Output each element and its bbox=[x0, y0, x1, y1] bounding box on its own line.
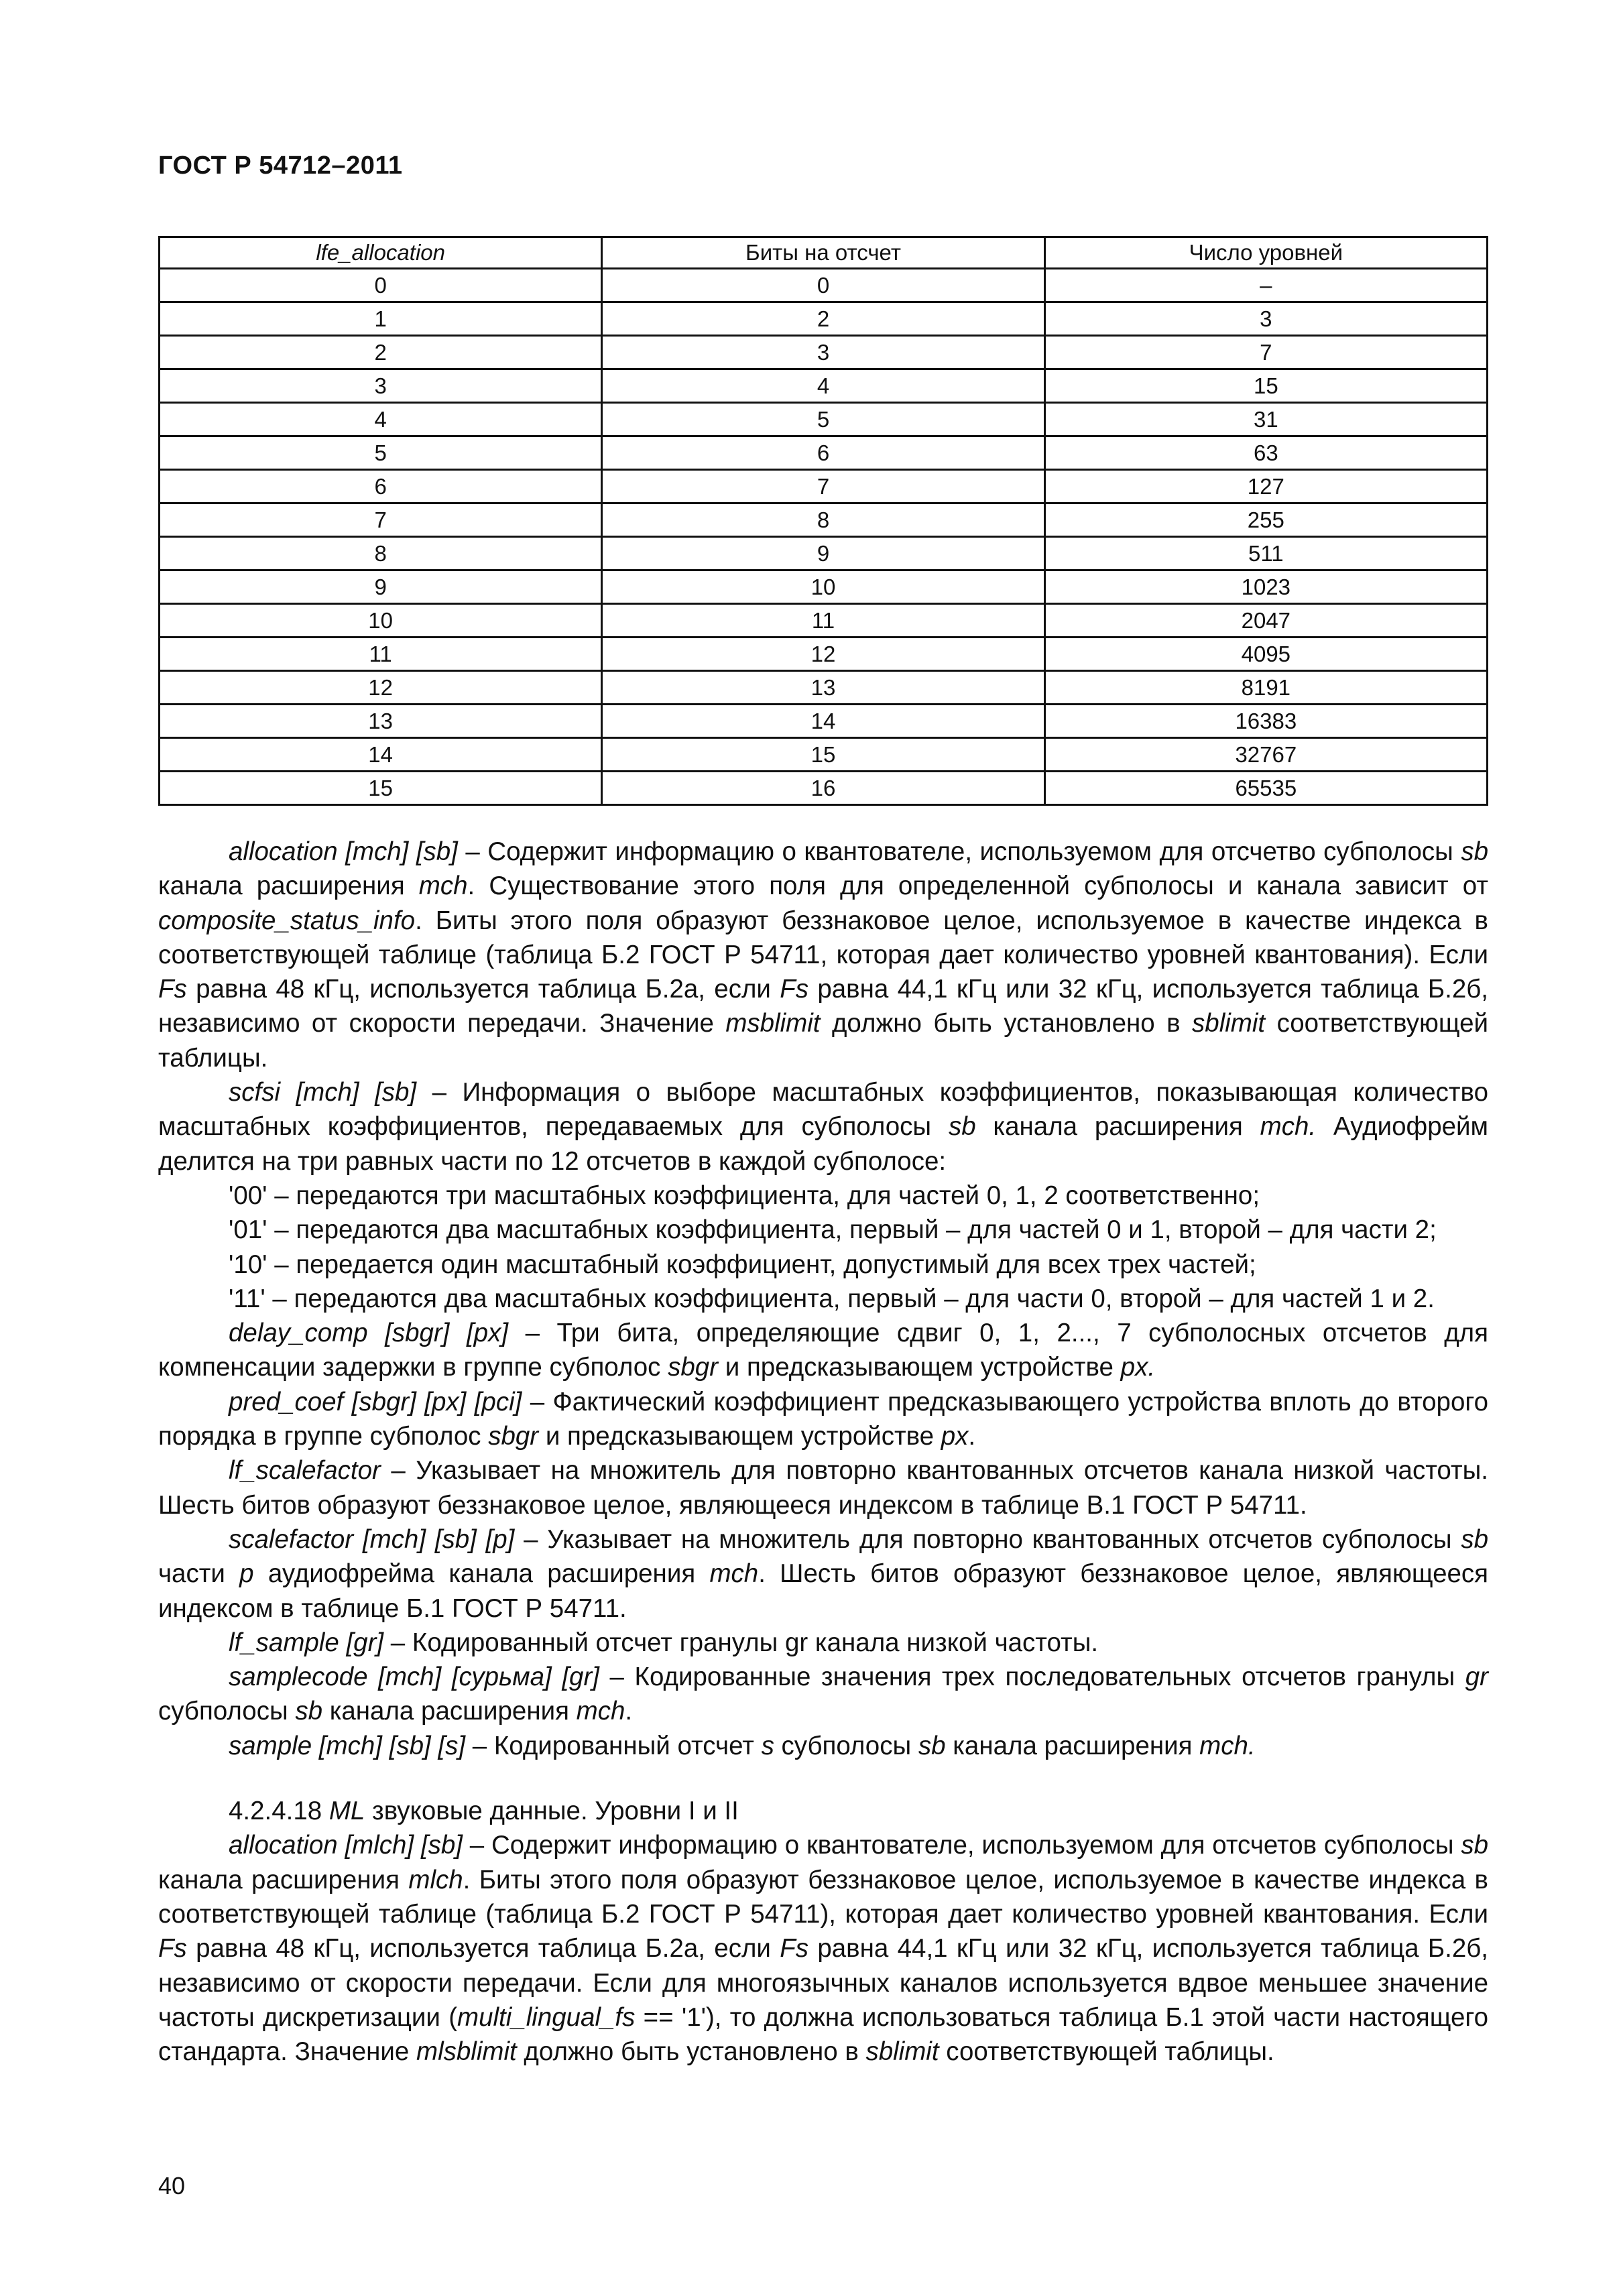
italic-term: composite_status_info bbox=[158, 906, 416, 935]
paragraph bbox=[158, 1316, 1488, 1385]
table-row bbox=[160, 537, 1488, 570]
table-cell: 4 bbox=[602, 369, 1044, 403]
italic-term: sb bbox=[1461, 837, 1488, 866]
text-run: – Указывает на множитель для повторно квантованных отсчетов канала низкой частоты. Шесть битов образуют беззнаковое целое, являющееся индексом в таблице В.1 ГОСТ Р 54711. bbox=[158, 1456, 1488, 1520]
italic-term: mch. bbox=[1260, 1112, 1317, 1142]
italic-term: multi_lingual_fs bbox=[457, 2002, 636, 2032]
table-cell: 16383 bbox=[1044, 705, 1487, 738]
italic-term: lf_sample [gr] bbox=[229, 1628, 384, 1657]
table-row bbox=[160, 470, 1488, 503]
table-body bbox=[160, 269, 1488, 805]
italic-term: sblimit bbox=[1192, 1009, 1266, 1038]
italic-term: Fs bbox=[780, 1934, 809, 1963]
table-row bbox=[160, 403, 1488, 436]
table-cell: 11 bbox=[160, 638, 602, 671]
text-run: . Биты этого поля образуют беззнаковое целое, используемое в качестве индекса в соответствующей таблице (таблица Б.2 ГОСТ Р 54711, которая дает количество уровней квантования). Если bbox=[158, 906, 1488, 969]
italic-term: scfsi [mch] [sb] bbox=[229, 1078, 417, 1107]
italic-term: sbgr bbox=[668, 1353, 719, 1382]
paragraph bbox=[158, 1385, 1488, 1454]
list-item bbox=[158, 1179, 1488, 1213]
italic-term: sblimit bbox=[865, 2037, 939, 2067]
italic-term: p bbox=[239, 1559, 254, 1589]
table-cell: 3 bbox=[1044, 302, 1487, 336]
text-run: – Информация о выборе масштабных коэффициентов, показывающая количество масштабных коэффициентов, передаваемых для субполосы bbox=[158, 1078, 1488, 1142]
table-cell: 6 bbox=[602, 436, 1044, 470]
italic-term: Fs bbox=[780, 975, 809, 1004]
table-cell: 63 bbox=[1044, 436, 1487, 470]
text-run: == '1'), то должна использоваться таблица Б.1 этой части настоящего стандарта. Значение bbox=[158, 2002, 1488, 2067]
table-cell: 7 bbox=[1044, 336, 1487, 369]
table-cell: 15 bbox=[1044, 369, 1487, 403]
table-cell: 31 bbox=[1044, 403, 1487, 436]
text-run: . bbox=[625, 1697, 633, 1726]
table-cell: 2 bbox=[160, 336, 602, 369]
table-cell: 127 bbox=[1044, 470, 1487, 503]
table-cell: 12 bbox=[160, 671, 602, 705]
text-run: . Шесть битов образуют беззнаковое целое, являющееся индексом в таблице Б.1 ГОСТ Р 54711. bbox=[158, 1559, 1488, 1623]
italic-term: mch. bbox=[1199, 1731, 1256, 1760]
text-run: равна 48 кГц, используется таблица Б.2а, если bbox=[186, 1934, 780, 1963]
table-row bbox=[160, 638, 1488, 671]
table-cell: 5 bbox=[602, 403, 1044, 436]
italic-term: sample [mch] [sb] [s] bbox=[229, 1731, 466, 1760]
list-item bbox=[158, 1248, 1488, 1282]
table-cell: 7 bbox=[160, 503, 602, 537]
text-run: звуковые данные. Уровни I и II bbox=[365, 1797, 739, 1826]
italic-term: sb bbox=[918, 1731, 946, 1760]
italic-term: sbgr bbox=[488, 1422, 539, 1451]
document-id: ГОСТ Р 54712–2011 bbox=[158, 152, 403, 180]
table-cell: 0 bbox=[160, 269, 602, 302]
italic-term: Fs bbox=[158, 1934, 187, 1963]
table-cell: 14 bbox=[160, 738, 602, 772]
table-cell: 13 bbox=[602, 671, 1044, 705]
table-cell: 11 bbox=[602, 604, 1044, 638]
italic-term: allocation [mlch] [sb] bbox=[229, 1831, 463, 1860]
italic-term: sb bbox=[1461, 1831, 1488, 1860]
table-cell: – bbox=[1044, 269, 1487, 302]
table-row bbox=[160, 570, 1488, 604]
paragraph bbox=[158, 1075, 1488, 1179]
italic-term: samplecode [mch] [сурьма] [gr] bbox=[229, 1663, 599, 1692]
body-text bbox=[158, 835, 1488, 2069]
table-row bbox=[160, 369, 1488, 403]
paragraph bbox=[158, 1522, 1488, 1626]
table-row bbox=[160, 503, 1488, 537]
text-run: '00' – передаются три масштабных коэффициента, для частей 0, 1, 2 соответственно; bbox=[229, 1181, 1260, 1210]
paragraph bbox=[158, 1626, 1488, 1660]
text-run: равна 44,1 кГц или 32 кГц, используется таблица Б.2б, независимо от скорости передачи. Если для многоязычных каналов используется вдвое меньшее значение частоты дискретизации ( bbox=[158, 1934, 1488, 2032]
column-header: Число уровней bbox=[1044, 237, 1487, 269]
text-run: канала расширения bbox=[158, 871, 419, 901]
italic-term: mch bbox=[576, 1697, 625, 1726]
table-cell: 0 bbox=[602, 269, 1044, 302]
column-header: Биты на отсчет bbox=[602, 237, 1044, 269]
text-run: – Содержит информацию о квантователе, используемом для отсчетво субполосы bbox=[457, 837, 1461, 866]
text-run: – Кодированный отсчет гранулы gr канала низкой частоты. bbox=[383, 1628, 1099, 1657]
table-row bbox=[160, 302, 1488, 336]
italic-term: delay_comp [sbgr] [px] bbox=[229, 1319, 509, 1348]
text-run: – Кодированные значения трех последовательных отсчетов гранулы bbox=[599, 1663, 1465, 1692]
italic-term: mlch bbox=[408, 1865, 463, 1894]
italic-term: px. bbox=[1120, 1353, 1156, 1382]
text-run: . Существование этого поля для определенной субполосы и канала зависит от bbox=[467, 871, 1489, 901]
text-run: должно быть установлено в bbox=[820, 1009, 1193, 1038]
italic-term: scalefactor [mch] [sb] [p] bbox=[229, 1524, 515, 1554]
table-cell: 3 bbox=[602, 336, 1044, 369]
table-header-row bbox=[160, 237, 1488, 269]
table-cell: 10 bbox=[160, 604, 602, 638]
text-run: канала расширения bbox=[975, 1112, 1260, 1142]
text-run: соответствующей таблицы. bbox=[939, 2037, 1274, 2067]
text-run: канала расширения bbox=[322, 1697, 577, 1726]
italic-term: px bbox=[941, 1422, 969, 1451]
table-row bbox=[160, 772, 1488, 805]
lfe-allocation-table bbox=[158, 236, 1488, 806]
table-row bbox=[160, 738, 1488, 772]
table-cell: 2047 bbox=[1044, 604, 1487, 638]
table-row bbox=[160, 436, 1488, 470]
page-number: 40 bbox=[158, 2172, 186, 2199]
text-run: '01' – передаются два масштабных коэффициента, первый – для частей 0 и 1, второй – для части 2; bbox=[229, 1215, 1437, 1245]
text-run: – Указывает на множитель для повторно квантованных отсчетов субполосы bbox=[514, 1524, 1461, 1554]
table-cell: 511 bbox=[1044, 537, 1487, 570]
table-cell: 1023 bbox=[1044, 570, 1487, 604]
text-run: субполосы bbox=[774, 1731, 918, 1760]
table-cell: 7 bbox=[602, 470, 1044, 503]
text-run: Аудиофрейм делится на три равных части по 12 отсчетов в каждой субполосе: bbox=[158, 1112, 1488, 1176]
table-cell: 6 bbox=[160, 470, 602, 503]
table-cell: 14 bbox=[602, 705, 1044, 738]
italic-term: mch bbox=[709, 1559, 759, 1589]
text-run: . Биты этого поля образуют беззнаковое целое, используемое в качестве индекса в соответствующей таблице (таблица Б.2 ГОСТ Р 54711), которая дает количество уровней квантования. Если bbox=[158, 1865, 1488, 1929]
text-run: субполосы bbox=[158, 1697, 296, 1726]
italic-term: lf_scalefactor bbox=[229, 1456, 381, 1486]
paragraph bbox=[158, 1828, 1488, 2069]
italic-term: msblimit bbox=[725, 1009, 821, 1038]
table-cell: 12 bbox=[602, 638, 1044, 671]
italic-term: pred_coef [sbgr] [px] [pci] bbox=[229, 1387, 522, 1416]
table-row bbox=[160, 671, 1488, 705]
table-cell: 10 bbox=[602, 570, 1044, 604]
paragraph bbox=[158, 1660, 1488, 1729]
table-row bbox=[160, 336, 1488, 369]
text-run: канала расширения bbox=[945, 1731, 1200, 1760]
table-cell: 8 bbox=[602, 503, 1044, 537]
column-header: lfe_allocation bbox=[160, 237, 602, 269]
italic-term: sb bbox=[1461, 1524, 1488, 1554]
italic-term: mch bbox=[418, 871, 468, 901]
table-cell: 16 bbox=[602, 772, 1044, 805]
text-run: – Содержит информацию о квантователе, используемом для отсчетов субполосы bbox=[463, 1831, 1461, 1860]
text-run: аудиофрейма канала расширения bbox=[253, 1559, 710, 1589]
table-cell: 65535 bbox=[1044, 772, 1487, 805]
table-cell: 4095 bbox=[1044, 638, 1487, 671]
text-run: 4.2.4.18 bbox=[229, 1797, 329, 1826]
table-cell: 1 bbox=[160, 302, 602, 336]
table-cell: 8191 bbox=[1044, 671, 1487, 705]
paragraph bbox=[158, 1729, 1488, 1763]
table-cell: 32767 bbox=[1044, 738, 1487, 772]
text-run: – Кодированный отсчет bbox=[465, 1731, 762, 1760]
text-run: равна 44,1 кГц или 32 кГц, используется таблица Б.2б, независимо от скорости передачи. Значение bbox=[158, 975, 1488, 1038]
table-cell: 8 bbox=[160, 537, 602, 570]
italic-term: s bbox=[761, 1731, 774, 1760]
table-row bbox=[160, 269, 1488, 302]
table-cell: 2 bbox=[602, 302, 1044, 336]
italic-term: allocation [mch] [sb] bbox=[229, 837, 458, 866]
text-run: должно быть установлено в bbox=[516, 2037, 866, 2067]
table-cell: 9 bbox=[160, 570, 602, 604]
table-cell: 15 bbox=[160, 772, 602, 805]
table-cell: 13 bbox=[160, 705, 602, 738]
text-run: '10' – передается один масштабный коэффициент, допустимый для всех трех частей; bbox=[229, 1250, 1256, 1279]
text-run: '11' – передаются два масштабных коэффициента, первый – для части 0, второй – для частей 1 и 2. bbox=[229, 1284, 1435, 1313]
paragraph bbox=[158, 835, 1488, 1075]
text-run: – Три бита, определяющие сдвиг 0, 1, 2..., 7 субполосных отсчетов для компенсации задержки в группе субполос bbox=[158, 1319, 1488, 1382]
italic-term: sb bbox=[948, 1112, 976, 1142]
text-run: канала расширения bbox=[158, 1865, 409, 1894]
section-heading bbox=[158, 1794, 1488, 1828]
italic-term: ML bbox=[328, 1797, 365, 1826]
table-cell: 15 bbox=[602, 738, 1044, 772]
table-cell: 5 bbox=[160, 436, 602, 470]
table-row bbox=[160, 705, 1488, 738]
list-item bbox=[158, 1282, 1488, 1316]
text-run: и предсказывающем устройстве bbox=[538, 1422, 941, 1451]
text-run: равна 48 кГц, используется таблица Б.2а, если bbox=[186, 975, 780, 1004]
table-cell: 9 bbox=[602, 537, 1044, 570]
paragraph bbox=[158, 1453, 1488, 1522]
table-cell: 3 bbox=[160, 369, 602, 403]
italic-term: Fs bbox=[158, 975, 187, 1004]
table-cell: 4 bbox=[160, 403, 602, 436]
italic-term: gr bbox=[1465, 1663, 1488, 1692]
italic-term: sb bbox=[295, 1697, 322, 1726]
table-cell: 255 bbox=[1044, 503, 1487, 537]
text-run: . bbox=[968, 1422, 976, 1451]
text-run: соответствующей таблицы. bbox=[158, 1009, 1488, 1073]
italic-term: mlsblimit bbox=[416, 2037, 517, 2067]
table-row bbox=[160, 604, 1488, 638]
list-item bbox=[158, 1213, 1488, 1247]
text-run: и предсказывающем устройстве bbox=[718, 1353, 1121, 1382]
text-run: – Фактический коэффициент предсказывающего устройства вплоть до второго порядка в группе субполос bbox=[158, 1387, 1488, 1451]
text-run: части bbox=[158, 1559, 240, 1589]
